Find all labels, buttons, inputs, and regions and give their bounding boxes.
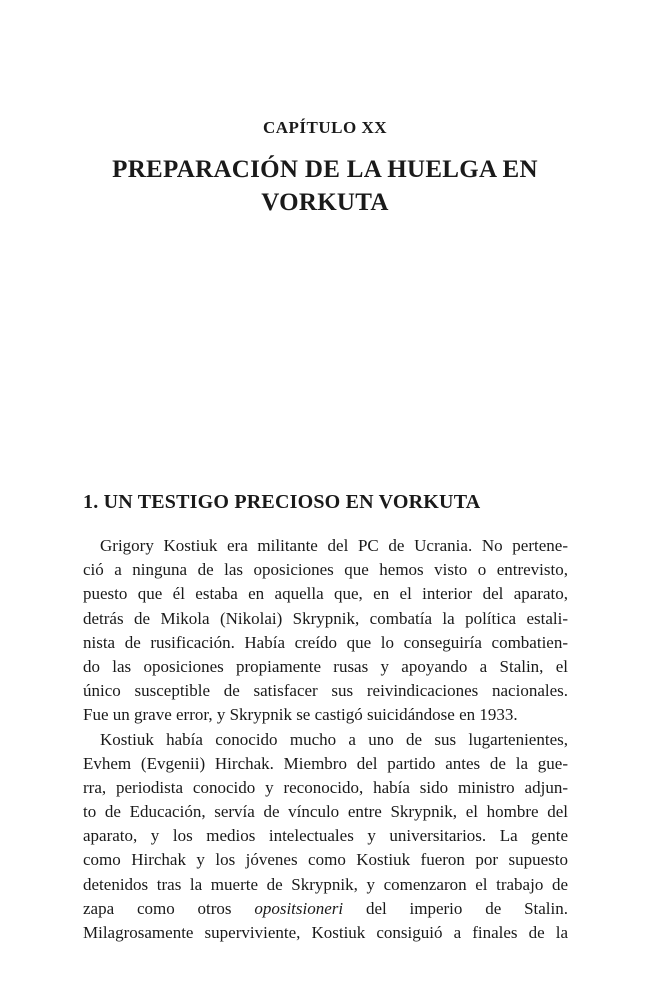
text-line: detrás de Mikola (Nikolai) Skrypnik, combatía la política estali- bbox=[83, 608, 568, 628]
paragraph-1 bbox=[83, 534, 568, 728]
text-line: Evhem (Evgenii) Hirchak. Miembro del partido antes de la gue- bbox=[83, 753, 568, 773]
chapter-title bbox=[0, 153, 650, 219]
chapter-title-line: VORKUTA bbox=[261, 189, 389, 216]
chapter-label: CAPÍTULO XX bbox=[262, 118, 388, 137]
text-line: como Hirchak y los jóvenes como Kostiuk fueron por supuesto bbox=[83, 850, 568, 870]
section-heading: 1. UN TESTIGO PRECIOSO EN VORKUTA bbox=[83, 491, 481, 513]
body-text bbox=[83, 534, 568, 945]
text-line: aparato, y los medios intelectuales y universitarios. La gente bbox=[83, 826, 568, 846]
text-fragment: del imperio de Stalin. bbox=[343, 898, 568, 918]
text-line: único susceptible de satisfacer sus reivindicaciones nacionales. bbox=[83, 681, 568, 701]
text-line: Milagrosamente superviviente, Kostiuk consiguió a finales de la bbox=[83, 923, 568, 942]
text-line: detenidos tras la muerte de Skrypnik, y comenzaron el trabajo de bbox=[83, 874, 568, 894]
text-line: rra, periodista conocido y reconocido, había sido ministro adjun- bbox=[83, 777, 568, 797]
text-line: to de Educación, servía de vínculo entre Skrypnik, el hombre del bbox=[83, 802, 568, 822]
text-line: ció a ninguna de las oposiciones que hemos visto o entrevisto, bbox=[83, 560, 568, 580]
text-line bbox=[83, 897, 568, 921]
text-line: nista de rusificación. Había creído que lo conseguiría combatien- bbox=[83, 632, 568, 652]
chapter-title-line: PREPARACIÓN DE LA HUELGA EN bbox=[112, 156, 538, 183]
text-line: Fue un grave error, y Skrypnik se castigó suicidándose en 1933. bbox=[83, 705, 518, 725]
text-line: puesto que él estaba en aquella que, en el interior del aparato, bbox=[83, 584, 568, 604]
italic-term: opositsioneri bbox=[254, 898, 344, 918]
text-line: Kostiuk había conocido mucho a uno de sus lugartenientes, bbox=[100, 729, 568, 749]
text-fragment: zapa como otros bbox=[83, 898, 255, 918]
text-line: do las oposiciones propiamente rusas y apoyando a Stalin, el bbox=[83, 656, 568, 676]
paragraph-2 bbox=[83, 728, 568, 946]
text-line: Grigory Kostiuk era militante del PC de Ucrania. No pertene- bbox=[100, 536, 568, 555]
